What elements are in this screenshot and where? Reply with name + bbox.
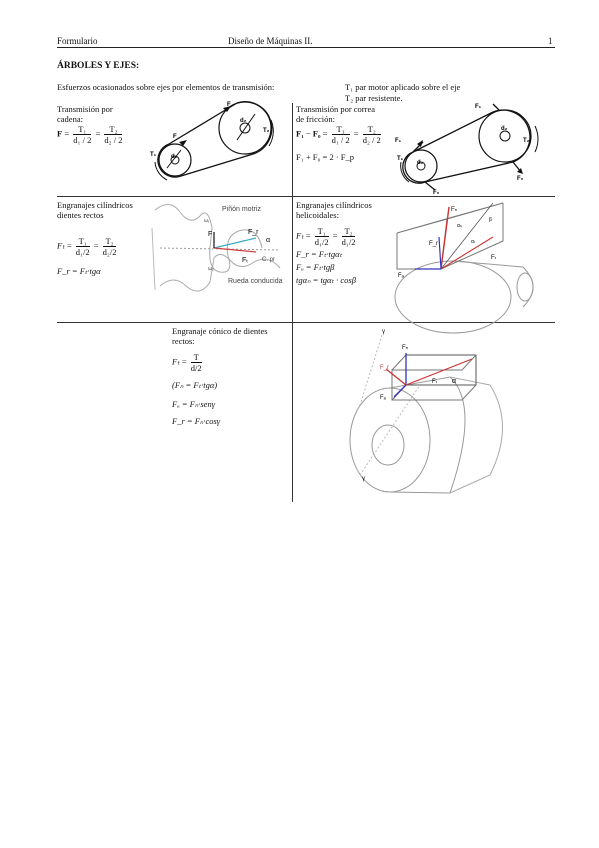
- bevel-figure: [340, 325, 552, 501]
- chain-d2: d₂ / 2: [104, 135, 123, 145]
- spur-fig-Fr: F_r: [248, 229, 259, 236]
- belt-label: Transmisión por correa de fricción:: [296, 104, 376, 124]
- helical-Fr: [296, 249, 342, 260]
- bevel-fig-gamma1: γ: [382, 329, 385, 335]
- belt-F0: F₀: [312, 128, 321, 139]
- bevel-T: T: [191, 352, 202, 363]
- helical-fig-Fr: F_r: [429, 241, 438, 247]
- helical-fig-Fa: Fₐ: [398, 273, 404, 279]
- note-t1: T₁ par motor aplicado sobre el eje: [345, 82, 461, 92]
- belt-formula: F₁ − F₀ = $\frac{\text{T₁}}{\text{d₁ / 2}}$ = $\frac{\text{T₂}}{\text{d₂ / 2}}$: [296, 124, 381, 145]
- chain-fig-T2: T₂: [263, 128, 270, 134]
- header-title: Diseño de Máquinas II.: [228, 36, 313, 46]
- bevel-fig-Fa: Fₐ: [380, 395, 386, 401]
- helical-relation: [296, 275, 356, 286]
- spur-fig-alpha: α: [266, 237, 271, 244]
- divider-row2: [292, 196, 293, 322]
- divider-row3: [292, 322, 293, 502]
- spur-fig-Ft: Fₜ: [242, 257, 249, 264]
- chain-fig-d2: d₂: [240, 118, 247, 124]
- helical-Fr-text: F_r = Fₜ·tgαₜ: [296, 249, 343, 259]
- helical-Ft: Fₜ: [296, 230, 304, 241]
- chain-figure: [145, 100, 290, 195]
- spur-Fr-text: F_r = Fₜ·tgα: [57, 266, 101, 276]
- spur-T1: T₁: [76, 236, 90, 247]
- torque-notes: [345, 82, 460, 104]
- helical-d1: d₁/2: [314, 237, 329, 247]
- spur-Fr: [57, 266, 101, 277]
- helical-formula: Fₜ = $\frac{\text{T₁}}{\text{d₁/2}}$ = $\frac{\text{T₂}}{\text{d₁/2}}$: [296, 226, 356, 247]
- bevel-d: d/2: [190, 363, 202, 373]
- spur-T2: T₂: [103, 236, 117, 247]
- helical-d2: d₁/2: [341, 237, 356, 247]
- chain-label: Transmisión por cadena:: [57, 104, 113, 124]
- chain-F: F: [57, 128, 63, 139]
- helical-Fa-text: Fₐ = Fₜ·tgβ: [296, 262, 335, 272]
- header-rule: [57, 47, 555, 48]
- spur-figure: [150, 198, 290, 300]
- helical-Fa: [296, 262, 334, 273]
- helical-label: Engranajes cilíndricos helicoidales:: [296, 200, 372, 220]
- spur-d1: d₁/2: [75, 247, 90, 257]
- belt-d1: d₁ / 2: [331, 135, 350, 145]
- helical-figure: [393, 197, 553, 321]
- helical-T1: T₁: [315, 226, 329, 237]
- chain-T1: T₁: [73, 124, 91, 135]
- note-t2: T₂ par resistente.: [345, 93, 403, 103]
- chain-fig-F-left: F: [173, 134, 177, 140]
- helical-fig-beta: β: [489, 217, 492, 223]
- bevel-Fa: [172, 399, 215, 410]
- bevel-fig-Fr: F_r: [380, 365, 389, 371]
- belt-fig-T2: T₂: [523, 138, 530, 144]
- bevel-Ft: Fₜ: [172, 356, 180, 367]
- spur-fig-pinion: Piñón motriz: [222, 206, 261, 213]
- chain-fig-T1: T₁: [150, 152, 157, 158]
- belt-T2: T₂: [363, 124, 381, 135]
- helical-fig-Ft: Fₜ: [491, 255, 497, 261]
- bevel-fig-Ft: Fₜ: [432, 379, 438, 385]
- divider-h2: [57, 322, 555, 323]
- bevel-Fr-text: F_r = Fₙ·cosγ: [172, 416, 221, 426]
- spur-fig-pitch: C. pr: [262, 257, 276, 263]
- spur-label: Engranajes cilíndricos dientes rectos: [57, 200, 133, 220]
- helical-fig-an: αₙ: [457, 223, 462, 229]
- chain-d1: d₁ / 2: [73, 135, 92, 145]
- belt-F1: F₁: [296, 128, 304, 139]
- bevel-Fa-text: Fₐ = Fₙ·senγ: [172, 399, 216, 409]
- bevel-Fn: [172, 380, 217, 391]
- helical-relation-text: tgαₙ = tgαₜ · cosβ: [296, 275, 356, 285]
- helical-T2: T₂: [342, 226, 356, 237]
- helical-fig-Fn: Fₙ: [451, 207, 458, 213]
- divider-row1: [292, 103, 293, 196]
- belt-fig-F0a: F₀: [433, 190, 440, 196]
- section-title: ÁRBOLES Y EJES:: [57, 61, 140, 71]
- belt-d2: d₂ / 2: [362, 135, 381, 145]
- bevel-Fn-text: (Fₙ = Fₜ·tgα): [172, 380, 218, 390]
- spur-fig-w1: ω₁: [204, 218, 210, 224]
- helical-fig-at: αₜ: [471, 239, 476, 245]
- chain-fig-F-top: F: [227, 102, 231, 108]
- header-left: Formulario: [57, 36, 98, 46]
- spur-fig-gear: Rueda conducida: [228, 278, 283, 285]
- chain-T2: T₂: [104, 124, 122, 135]
- belt-fig-d2: d₂: [501, 126, 508, 132]
- page-number: 1: [548, 36, 553, 46]
- spur-fig-w2: ω₂: [208, 266, 214, 272]
- bevel-label: Engranaje cónico de dientes rectos:: [172, 326, 268, 346]
- belt-fig-F0b: F₀: [517, 176, 524, 182]
- intro-text: Esfuerzos ocasionados sobre ejes por elementos de transmisión:: [57, 82, 275, 92]
- belt-sum: F₁ + F₀ = 2 · F_p: [296, 152, 355, 162]
- chain-formula: F = $\frac{\text{T₁}}{\text{d₁ / 2}}$ = $\frac{\text{T₂}}{\text{d₂ / 2}}$: [57, 124, 123, 145]
- bevel-fig-gamma2: γ: [362, 476, 365, 482]
- bevel-fig-alpha: α: [452, 378, 457, 385]
- bevel-fig-Fn: Fₙ: [402, 345, 409, 351]
- spur-Ft: Fₜ: [57, 240, 65, 251]
- bevel-formula: Fₜ = $\frac{T}{d/2}$: [172, 352, 202, 373]
- bevel-Fr: [172, 416, 220, 427]
- spur-formula: Fₜ = $\frac{\text{T₁}}{\text{d₁/2}}$ = $\frac{\text{T₂}}{\text{d₂/2}}$: [57, 236, 117, 257]
- spur-d2: d₂/2: [102, 247, 117, 257]
- chain-fig-d1: d₁: [171, 154, 178, 160]
- belt-fig-F1b: F₁: [395, 138, 402, 144]
- belt-T1: T₁: [332, 124, 350, 135]
- spur-fig-F: F: [208, 231, 213, 238]
- belt-fig-T1: T₁: [397, 156, 404, 162]
- belt-fig-d1: d₁: [417, 160, 424, 166]
- belt-figure: [395, 102, 553, 194]
- belt-fig-F1a: F₁: [475, 104, 482, 110]
